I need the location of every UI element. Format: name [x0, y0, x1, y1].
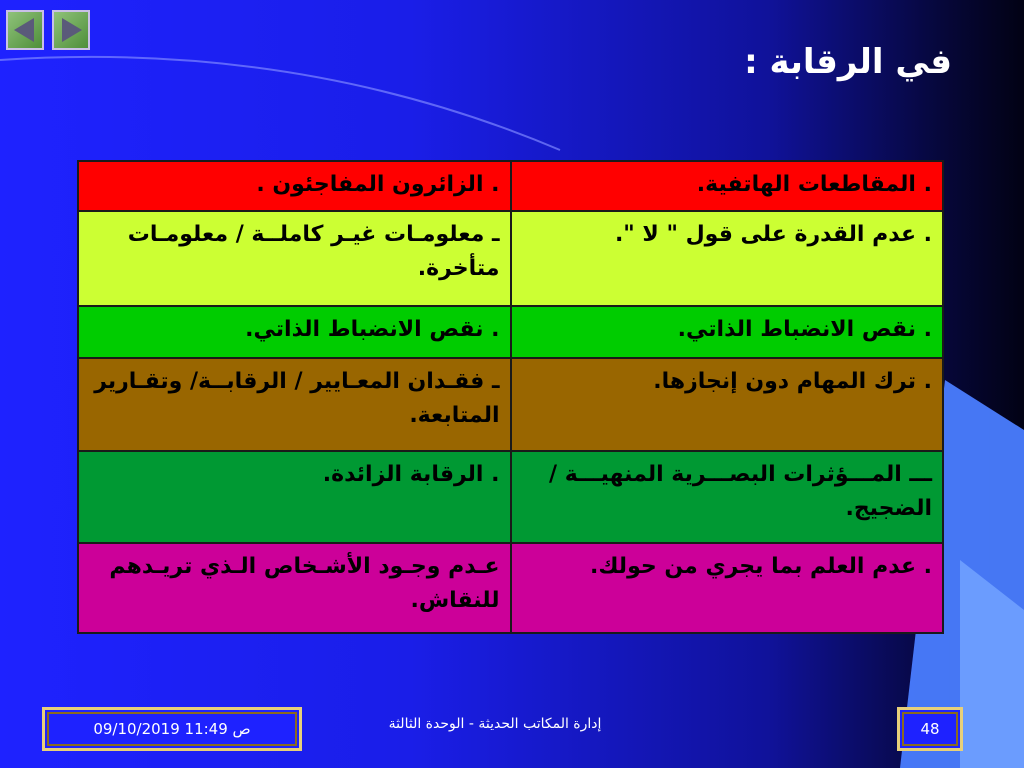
table-cell-right: . ترك المهام دون إنجازها. [511, 358, 944, 451]
table-cell-left: . الزائرون المفاجئون . [78, 161, 511, 211]
control-issues-table [77, 160, 944, 634]
table-cell-left: . نقص الانضباط الذاتي. [78, 306, 511, 358]
table-row [78, 211, 943, 306]
footer-title: إدارة المكاتب الحديثة - الوحدة الثالثة [388, 716, 602, 732]
table-cell-left: ـ فقـدان المعـايير / الرقابــة/ وتقـارير المتابعة. [78, 358, 511, 451]
arrow-left-icon [10, 15, 40, 45]
slide-title: في الرقابة : [744, 42, 952, 82]
table-row [78, 306, 943, 358]
table-cell-left: عـدم وجـود الأشـخاص الـذي تريـدهم للنقاش. [78, 543, 511, 633]
table-row [78, 161, 943, 211]
table-cell-left: ـ معلومـات غيـر كاملــة / معلومـات متأخرة. [78, 211, 511, 306]
table-cell-right: . نقص الانضباط الذاتي. [511, 306, 944, 358]
page-number-text: 48 [920, 720, 940, 738]
table-row [78, 358, 943, 451]
forward-button[interactable] [52, 10, 90, 50]
table-cell-left: . الرقابة الزائدة. [78, 451, 511, 543]
footer-page-number [897, 707, 963, 751]
table-cell-right: . عدم العلم بما يجري من حولك. [511, 543, 944, 633]
arrow-right-icon [56, 15, 86, 45]
footer-datetime [42, 707, 302, 751]
footer-datetime-text: 09/10/2019 11:49 ص [93, 720, 251, 738]
table-row [78, 543, 943, 633]
table-cell-right: . المقاطعات الهاتفية. [511, 161, 944, 211]
table-cell-right: ـــ المـــؤثرات البصـــرية المنهيـــة / الضجيج. [511, 451, 944, 543]
table-row [78, 451, 943, 543]
back-button[interactable] [6, 10, 44, 50]
table-cell-right: . عدم القدرة على قول " لا ". [511, 211, 944, 306]
